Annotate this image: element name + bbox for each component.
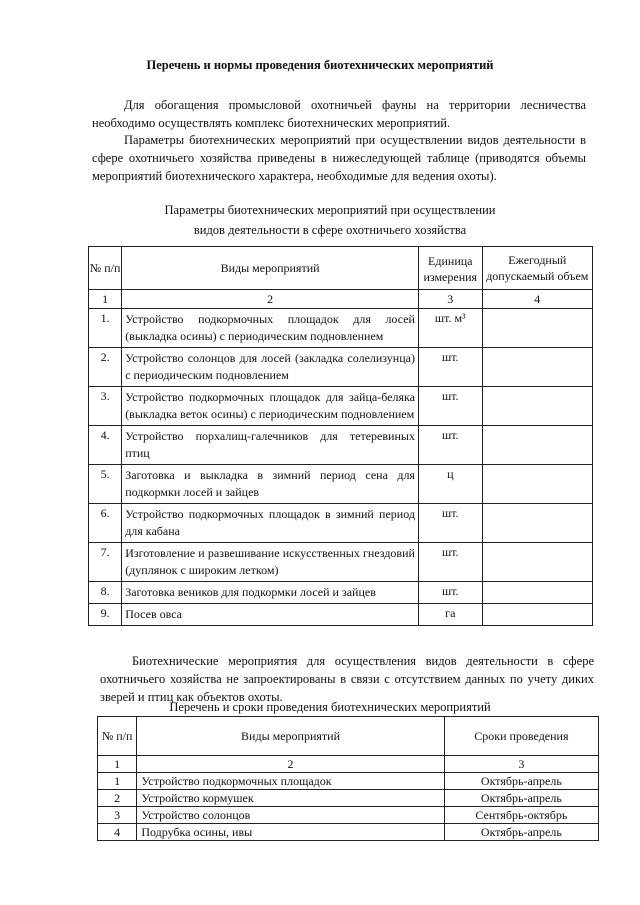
table-index-row: [89, 290, 593, 309]
row-activity: Заготовка веников для подкормки лосей и зайцев: [122, 582, 419, 604]
table-row: [89, 543, 593, 582]
index-cell: 3: [418, 290, 482, 309]
parameters-paragraph: Параметры биотехнических мероприятий при осуществлении видов деятельности в сфере охотничьего хозяйства приведены в нижеследующей таблице (приводятся объемы мероприятий биотехнического характера, необходимые для ведения охоты).: [92, 133, 586, 183]
row-term: Октябрь-апрель: [444, 773, 598, 790]
row-activity: Устройство кормушек: [137, 790, 444, 807]
table-row: [89, 504, 593, 543]
col-header-term: Сроки проведения: [444, 717, 598, 756]
row-term: Сентябрь-октябрь: [444, 807, 598, 824]
row-num: 3.: [89, 387, 122, 426]
table-row: [98, 773, 599, 790]
index-cell: 4: [482, 290, 592, 309]
row-volume: [482, 387, 592, 426]
row-num: 8.: [89, 582, 122, 604]
row-num: 4.: [89, 426, 122, 465]
row-activity: Устройство подкормочных площадок для зайца-беляка (выкладка веток осины) с периодическим подновлением: [122, 387, 419, 426]
table2-caption: Перечень и сроки проведения биотехнических мероприятий: [169, 700, 491, 714]
row-unit: га: [418, 604, 482, 626]
row-unit: шт.: [418, 426, 482, 465]
index-cell: 3: [444, 756, 598, 773]
table-row: [89, 465, 593, 504]
row-volume: [482, 348, 592, 387]
col-header-num: № п/п: [89, 247, 122, 290]
table-row: [98, 807, 599, 824]
row-num: 1.: [89, 309, 122, 348]
row-volume: [482, 309, 592, 348]
row-num: 9.: [89, 604, 122, 626]
row-unit: ц: [418, 465, 482, 504]
table-row: [89, 604, 593, 626]
row-activity: Изготовление и развешивание искусственных гнездовий (дуплянок с широким летком): [122, 543, 419, 582]
table-row: [98, 824, 599, 841]
table-row: [98, 790, 599, 807]
row-num: 4: [98, 824, 137, 841]
not-planned-paragraph: Биотехнические мероприятия для осуществления видов деятельности в сфере охотничьего хозяйства не запроектированы в связи с отсутствием данных по учету диких зверей и птиц как объектов охоты.: [100, 654, 594, 704]
row-unit: шт.: [418, 348, 482, 387]
table-header-row: [98, 717, 599, 756]
row-activity: Устройство солонцов: [137, 807, 444, 824]
row-unit: шт.: [418, 387, 482, 426]
row-volume: [482, 604, 592, 626]
schedule-table: [97, 716, 599, 841]
table1-caption: [150, 200, 510, 240]
row-volume: [482, 426, 592, 465]
table-row: [89, 582, 593, 604]
table-header-row: [89, 247, 593, 290]
row-num: 5.: [89, 465, 122, 504]
row-unit: шт.: [418, 543, 482, 582]
row-num: 2: [98, 790, 137, 807]
row-activity: Подрубка осины, ивы: [137, 824, 444, 841]
row-num: 6.: [89, 504, 122, 543]
row-num: 7.: [89, 543, 122, 582]
row-activity: Устройство порхалищ-галечников для тетеревиных птиц: [122, 426, 419, 465]
row-num: 3: [98, 807, 137, 824]
index-cell: 2: [137, 756, 444, 773]
index-cell: 1: [89, 290, 122, 309]
row-unit: шт. м³: [418, 309, 482, 348]
table1-caption-line1: Параметры биотехнических мероприятий при осуществлении: [164, 203, 496, 217]
row-volume: [482, 543, 592, 582]
row-volume: [482, 582, 592, 604]
row-activity: Заготовка и выкладка в зимний период сена для подкормки лосей и зайцев: [122, 465, 419, 504]
row-volume: [482, 504, 592, 543]
row-num: 1: [98, 773, 137, 790]
row-unit: шт.: [418, 504, 482, 543]
table-index-row: [98, 756, 599, 773]
table-row: [89, 309, 593, 348]
table-row: [89, 426, 593, 465]
row-term: Октябрь-апрель: [444, 790, 598, 807]
row-activity: Устройство подкормочных площадок в зимний период для кабана: [122, 504, 419, 543]
row-unit: шт.: [418, 582, 482, 604]
row-activity: Устройство подкормочных площадок: [137, 773, 444, 790]
row-volume: [482, 465, 592, 504]
measures-norms-table: [88, 246, 593, 626]
table-row: [89, 348, 593, 387]
row-activity: Устройство солонцов для лосей (закладка солелизунца) с периодическим подновлением: [122, 348, 419, 387]
col-header-num: № п/п: [98, 717, 137, 756]
col-header-volume: Ежегодный допускаемый объем: [482, 247, 592, 290]
row-activity: Посев овса: [122, 604, 419, 626]
index-cell: 2: [122, 290, 419, 309]
page-title: Перечень и нормы проведения биотехнических мероприятий: [146, 58, 494, 72]
col-header-activity: Виды мероприятий: [137, 717, 444, 756]
row-num: 2.: [89, 348, 122, 387]
table1-caption-line2: видов деятельности в сфере охотничьего хозяйства: [193, 223, 467, 237]
row-term: Октябрь-апрель: [444, 824, 598, 841]
col-header-activity: Виды мероприятий: [122, 247, 419, 290]
col-header-unit: Единица измерения: [418, 247, 482, 290]
row-activity: Устройство подкормочных площадок для лосей (выкладка осины) с периодическим подновлением: [122, 309, 419, 348]
index-cell: 1: [98, 756, 137, 773]
table-row: [89, 387, 593, 426]
intro-paragraph: Для обогащения промысловой охотничьей фауны на территории лесничества необходимо осуществлять комплекс биотехнических мероприятий.: [92, 98, 586, 130]
